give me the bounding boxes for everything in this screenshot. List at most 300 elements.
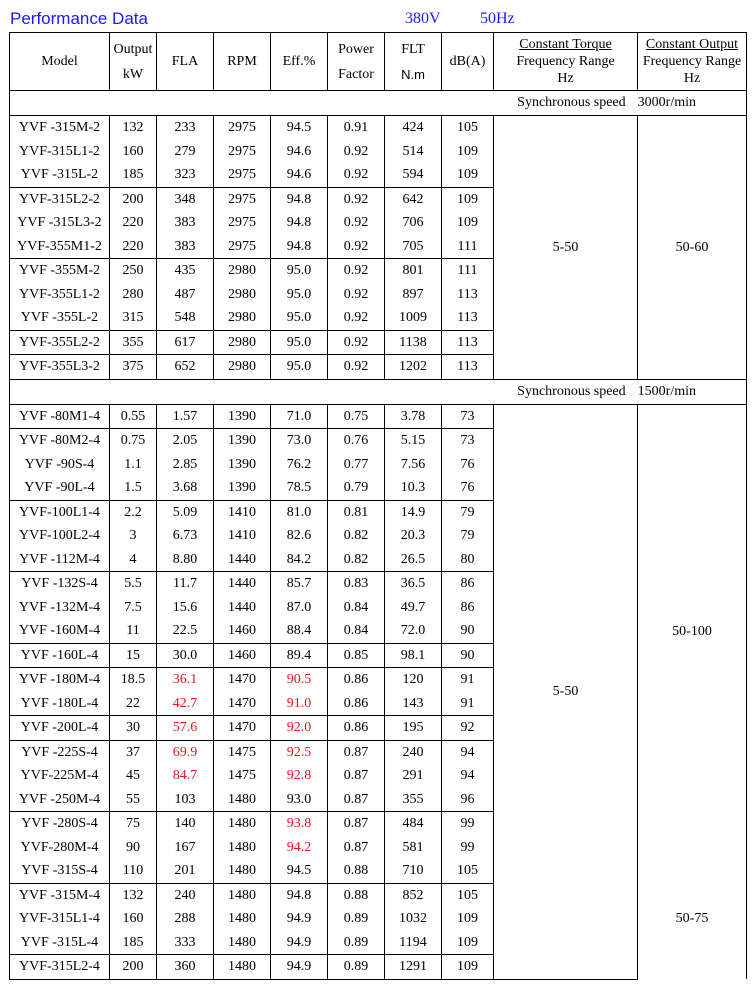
cell-pf: 0.92 <box>328 306 385 330</box>
cell-fla: 103 <box>157 788 214 812</box>
cell-rpm: 2975 <box>214 235 271 259</box>
cell-model: YVF -315M-2 <box>10 116 110 140</box>
cell-fla: 57.6 <box>157 716 214 741</box>
cell-pf: 0.91 <box>328 116 385 140</box>
header-row <box>10 33 747 91</box>
cell-flt: 1194 <box>385 931 442 955</box>
cell-pf: 0.81 <box>328 500 385 524</box>
cell-model: YVF -90S-4 <box>10 453 110 477</box>
cell-eff: 90.5 <box>271 668 328 692</box>
cell-flt: 801 <box>385 259 442 283</box>
cell-rpm: 1480 <box>214 859 271 883</box>
cell-eff: 71.0 <box>271 404 328 429</box>
cell-model: YVF-315L2-2 <box>10 187 110 211</box>
cell-db: 76 <box>442 476 494 500</box>
cell-kw: 37 <box>110 740 157 764</box>
cell-fla: 2.85 <box>157 453 214 477</box>
cell-pf: 0.87 <box>328 836 385 860</box>
cell-pf: 0.82 <box>328 524 385 548</box>
cell-rpm: 1480 <box>214 907 271 931</box>
cell-eff: 94.2 <box>271 836 328 860</box>
cell-eff: 94.8 <box>271 187 328 211</box>
cell-model: YVF -225S-4 <box>10 740 110 764</box>
cell-fla: 233 <box>157 116 214 140</box>
constant-output-range: 50-100 <box>638 404 747 859</box>
cell-kw: 30 <box>110 716 157 741</box>
cell-eff: 91.0 <box>271 692 328 716</box>
frequency-label: 50Hz <box>480 10 515 27</box>
cell-pf: 0.86 <box>328 668 385 692</box>
cell-rpm: 2975 <box>214 140 271 164</box>
cell-model: YVF-355L1-2 <box>10 283 110 307</box>
cell-fla: 11.7 <box>157 572 214 596</box>
cell-flt: 5.15 <box>385 429 442 453</box>
cell-model: YVF-225M-4 <box>10 764 110 788</box>
cell-pf: 0.92 <box>328 187 385 211</box>
cell-fla: 36.1 <box>157 668 214 692</box>
cell-eff: 93.8 <box>271 812 328 836</box>
cell-kw: 200 <box>110 187 157 211</box>
cell-eff: 94.9 <box>271 931 328 955</box>
cell-kw: 7.5 <box>110 596 157 620</box>
cell-kw: 0.55 <box>110 404 157 429</box>
cell-fla: 30.0 <box>157 643 214 668</box>
cell-rpm: 1440 <box>214 596 271 620</box>
cell-model: YVF-100L2-4 <box>10 524 110 548</box>
cell-model: YVF -132S-4 <box>10 572 110 596</box>
cell-kw: 250 <box>110 259 157 283</box>
cell-flt: 514 <box>385 140 442 164</box>
constant-output-range: 50-60 <box>638 116 747 380</box>
cell-rpm: 2980 <box>214 259 271 283</box>
cell-eff: 73.0 <box>271 429 328 453</box>
cell-model: YVF-355M1-2 <box>10 235 110 259</box>
col-flt: FLT N.m <box>385 33 442 91</box>
cell-rpm: 1475 <box>214 764 271 788</box>
cell-db: 111 <box>442 235 494 259</box>
cell-pf: 0.89 <box>328 907 385 931</box>
section-header <box>10 91 747 116</box>
cell-pf: 0.92 <box>328 140 385 164</box>
cell-fla: 383 <box>157 235 214 259</box>
cell-model: YVF-315L1-4 <box>10 907 110 931</box>
cell-pf: 0.88 <box>328 883 385 907</box>
cell-model: YVF -280S-4 <box>10 812 110 836</box>
constant-torque-range: 5-50 <box>494 116 638 380</box>
cell-db: 73 <box>442 404 494 429</box>
cell-fla: 548 <box>157 306 214 330</box>
cell-pf: 0.75 <box>328 404 385 429</box>
cell-fla: 15.6 <box>157 596 214 620</box>
cell-fla: 652 <box>157 355 214 380</box>
cell-rpm: 2980 <box>214 355 271 380</box>
cell-eff: 81.0 <box>271 500 328 524</box>
cell-fla: 3.68 <box>157 476 214 500</box>
cell-model: YVF-280M-4 <box>10 836 110 860</box>
cell-pf: 0.87 <box>328 788 385 812</box>
cell-flt: 143 <box>385 692 442 716</box>
cell-eff: 87.0 <box>271 596 328 620</box>
cell-model: YVF -160M-4 <box>10 619 110 643</box>
col-fla: FLA <box>157 33 214 91</box>
cell-db: 113 <box>442 306 494 330</box>
page-title: Performance Data <box>10 9 148 28</box>
cell-pf: 0.92 <box>328 355 385 380</box>
cell-pf: 0.92 <box>328 259 385 283</box>
cell-eff: 76.2 <box>271 453 328 477</box>
cell-eff: 95.0 <box>271 330 328 355</box>
cell-model: YVF -200L-4 <box>10 716 110 741</box>
cell-rpm: 1475 <box>214 740 271 764</box>
cell-fla: 84.7 <box>157 764 214 788</box>
cell-kw: 185 <box>110 931 157 955</box>
cell-pf: 0.84 <box>328 596 385 620</box>
cell-rpm: 1480 <box>214 955 271 980</box>
cell-pf: 0.83 <box>328 572 385 596</box>
cell-kw: 1.5 <box>110 476 157 500</box>
col-constant-torque: Constant Torque Frequency Range Hz <box>494 33 638 91</box>
cell-eff: 92.0 <box>271 716 328 741</box>
cell-eff: 94.9 <box>271 955 328 980</box>
cell-flt: 355 <box>385 788 442 812</box>
cell-eff: 84.2 <box>271 548 328 572</box>
cell-eff: 94.5 <box>271 859 328 883</box>
cell-kw: 75 <box>110 812 157 836</box>
cell-rpm: 1390 <box>214 404 271 429</box>
cell-pf: 0.85 <box>328 643 385 668</box>
cell-flt: 1202 <box>385 355 442 380</box>
cell-eff: 78.5 <box>271 476 328 500</box>
cell-pf: 0.79 <box>328 476 385 500</box>
cell-kw: 2.2 <box>110 500 157 524</box>
cell-pf: 0.92 <box>328 163 385 187</box>
cell-kw: 315 <box>110 306 157 330</box>
cell-eff: 92.8 <box>271 764 328 788</box>
cell-fla: 2.05 <box>157 429 214 453</box>
cell-eff: 95.0 <box>271 259 328 283</box>
cell-kw: 45 <box>110 764 157 788</box>
cell-pf: 0.82 <box>328 548 385 572</box>
cell-kw: 185 <box>110 163 157 187</box>
cell-rpm: 1390 <box>214 453 271 477</box>
cell-db: 76 <box>442 453 494 477</box>
cell-model: YVF-315L1-2 <box>10 140 110 164</box>
cell-rpm: 2980 <box>214 306 271 330</box>
cell-rpm: 2980 <box>214 330 271 355</box>
cell-db: 80 <box>442 548 494 572</box>
col-constant-output: Constant Output Frequency Range Hz <box>638 33 747 91</box>
cell-model: YVF-355L2-2 <box>10 330 110 355</box>
cell-db: 113 <box>442 330 494 355</box>
cell-eff: 94.6 <box>271 163 328 187</box>
cell-pf: 0.92 <box>328 283 385 307</box>
cell-eff: 88.4 <box>271 619 328 643</box>
cell-rpm: 2975 <box>214 116 271 140</box>
cell-flt: 26.5 <box>385 548 442 572</box>
cell-pf: 0.87 <box>328 764 385 788</box>
col-eff: Eff.% <box>271 33 328 91</box>
cell-flt: 1032 <box>385 907 442 931</box>
cell-db: 109 <box>442 907 494 931</box>
cell-db: 99 <box>442 812 494 836</box>
cell-rpm: 1470 <box>214 692 271 716</box>
cell-flt: 1138 <box>385 330 442 355</box>
cell-eff: 85.7 <box>271 572 328 596</box>
cell-fla: 288 <box>157 907 214 931</box>
cell-rpm: 2980 <box>214 283 271 307</box>
cell-eff: 95.0 <box>271 283 328 307</box>
cell-model: YVF -355L-2 <box>10 306 110 330</box>
cell-fla: 617 <box>157 330 214 355</box>
cell-flt: 1009 <box>385 306 442 330</box>
cell-db: 113 <box>442 283 494 307</box>
cell-fla: 5.09 <box>157 500 214 524</box>
cell-eff: 92.5 <box>271 740 328 764</box>
cell-fla: 140 <box>157 812 214 836</box>
cell-pf: 0.92 <box>328 235 385 259</box>
cell-model: YVF -90L-4 <box>10 476 110 500</box>
cell-db: 73 <box>442 429 494 453</box>
cell-db: 94 <box>442 764 494 788</box>
cell-flt: 710 <box>385 859 442 883</box>
cell-kw: 160 <box>110 907 157 931</box>
cell-pf: 0.89 <box>328 931 385 955</box>
cell-model: YVF -315L-2 <box>10 163 110 187</box>
cell-pf: 0.88 <box>328 859 385 883</box>
cell-rpm: 1440 <box>214 548 271 572</box>
cell-rpm: 2975 <box>214 163 271 187</box>
cell-model: YVF -80M2-4 <box>10 429 110 453</box>
cell-kw: 355 <box>110 330 157 355</box>
cell-db: 109 <box>442 140 494 164</box>
cell-fla: 6.73 <box>157 524 214 548</box>
cell-rpm: 1470 <box>214 668 271 692</box>
cell-fla: 8.80 <box>157 548 214 572</box>
cell-model: YVF -180M-4 <box>10 668 110 692</box>
cell-pf: 0.76 <box>328 429 385 453</box>
cell-pf: 0.86 <box>328 692 385 716</box>
cell-kw: 11 <box>110 619 157 643</box>
cell-eff: 93.0 <box>271 788 328 812</box>
voltage-label: 380V <box>405 10 441 27</box>
cell-db: 86 <box>442 596 494 620</box>
table-row <box>10 404 747 429</box>
cell-rpm: 1480 <box>214 788 271 812</box>
cell-flt: 581 <box>385 836 442 860</box>
cell-rpm: 1390 <box>214 429 271 453</box>
cell-model: YVF -315S-4 <box>10 859 110 883</box>
cell-flt: 98.1 <box>385 643 442 668</box>
cell-flt: 10.3 <box>385 476 442 500</box>
cell-kw: 132 <box>110 883 157 907</box>
cell-db: 111 <box>442 259 494 283</box>
cell-fla: 201 <box>157 859 214 883</box>
constant-output-range: 50-75 <box>638 859 747 979</box>
cell-kw: 1.1 <box>110 453 157 477</box>
cell-eff: 94.5 <box>271 116 328 140</box>
cell-eff: 94.6 <box>271 140 328 164</box>
cell-kw: 4 <box>110 548 157 572</box>
cell-flt: 424 <box>385 116 442 140</box>
cell-eff: 94.8 <box>271 883 328 907</box>
cell-model: YVF-315L2-4 <box>10 955 110 980</box>
cell-model: YVF -355M-2 <box>10 259 110 283</box>
cell-eff: 94.8 <box>271 211 328 235</box>
cell-pf: 0.89 <box>328 955 385 980</box>
cell-db: 109 <box>442 931 494 955</box>
cell-model: YVF -132M-4 <box>10 596 110 620</box>
cell-flt: 897 <box>385 283 442 307</box>
cell-flt: 49.7 <box>385 596 442 620</box>
cell-kw: 0.75 <box>110 429 157 453</box>
synchronous-speed-label: Synchronous speed 1500r/min <box>10 379 747 404</box>
performance-table <box>9 32 747 980</box>
cell-flt: 706 <box>385 211 442 235</box>
table-row <box>10 116 747 140</box>
cell-kw: 90 <box>110 836 157 860</box>
cell-kw: 55 <box>110 788 157 812</box>
cell-rpm: 1460 <box>214 619 271 643</box>
cell-pf: 0.86 <box>328 716 385 741</box>
cell-flt: 195 <box>385 716 442 741</box>
cell-kw: 200 <box>110 955 157 980</box>
cell-db: 105 <box>442 116 494 140</box>
cell-db: 109 <box>442 163 494 187</box>
cell-rpm: 2975 <box>214 187 271 211</box>
cell-flt: 484 <box>385 812 442 836</box>
cell-fla: 348 <box>157 187 214 211</box>
col-output: Output kW <box>110 33 157 91</box>
constant-torque-range: 5-50 <box>494 404 638 979</box>
cell-flt: 14.9 <box>385 500 442 524</box>
cell-flt: 291 <box>385 764 442 788</box>
cell-eff: 82.6 <box>271 524 328 548</box>
cell-eff: 95.0 <box>271 355 328 380</box>
cell-kw: 280 <box>110 283 157 307</box>
cell-fla: 333 <box>157 931 214 955</box>
cell-kw: 22 <box>110 692 157 716</box>
cell-kw: 18.5 <box>110 668 157 692</box>
cell-model: YVF -315L-4 <box>10 931 110 955</box>
cell-rpm: 1480 <box>214 836 271 860</box>
cell-flt: 642 <box>385 187 442 211</box>
cell-rpm: 1390 <box>214 476 271 500</box>
cell-db: 86 <box>442 572 494 596</box>
cell-db: 96 <box>442 788 494 812</box>
cell-pf: 0.84 <box>328 619 385 643</box>
cell-kw: 220 <box>110 211 157 235</box>
cell-eff: 94.8 <box>271 235 328 259</box>
cell-kw: 15 <box>110 643 157 668</box>
cell-db: 109 <box>442 211 494 235</box>
cell-flt: 72.0 <box>385 619 442 643</box>
cell-db: 90 <box>442 619 494 643</box>
cell-db: 94 <box>442 740 494 764</box>
cell-fla: 22.5 <box>157 619 214 643</box>
cell-kw: 132 <box>110 116 157 140</box>
cell-eff: 95.0 <box>271 306 328 330</box>
cell-kw: 375 <box>110 355 157 380</box>
cell-flt: 120 <box>385 668 442 692</box>
cell-rpm: 2975 <box>214 211 271 235</box>
cell-flt: 20.3 <box>385 524 442 548</box>
col-db: dB(A) <box>442 33 494 91</box>
cell-eff: 94.9 <box>271 907 328 931</box>
cell-db: 99 <box>442 836 494 860</box>
cell-eff: 89.4 <box>271 643 328 668</box>
cell-kw: 220 <box>110 235 157 259</box>
cell-rpm: 1480 <box>214 883 271 907</box>
cell-rpm: 1480 <box>214 812 271 836</box>
cell-pf: 0.92 <box>328 330 385 355</box>
cell-db: 90 <box>442 643 494 668</box>
cell-fla: 383 <box>157 211 214 235</box>
cell-db: 79 <box>442 500 494 524</box>
cell-fla: 42.7 <box>157 692 214 716</box>
cell-rpm: 1470 <box>214 716 271 741</box>
synchronous-speed-label: Synchronous speed 3000r/min <box>10 91 747 116</box>
cell-kw: 5.5 <box>110 572 157 596</box>
cell-fla: 323 <box>157 163 214 187</box>
cell-flt: 852 <box>385 883 442 907</box>
cell-db: 79 <box>442 524 494 548</box>
cell-db: 92 <box>442 716 494 741</box>
cell-pf: 0.77 <box>328 453 385 477</box>
cell-fla: 360 <box>157 955 214 980</box>
cell-flt: 594 <box>385 163 442 187</box>
cell-model: YVF-100L1-4 <box>10 500 110 524</box>
cell-fla: 487 <box>157 283 214 307</box>
cell-db: 105 <box>442 859 494 883</box>
cell-db: 105 <box>442 883 494 907</box>
cell-model: YVF -80M1-4 <box>10 404 110 429</box>
cell-model: YVF -180L-4 <box>10 692 110 716</box>
cell-fla: 279 <box>157 140 214 164</box>
cell-rpm: 1460 <box>214 643 271 668</box>
cell-flt: 705 <box>385 235 442 259</box>
cell-model: YVF -160L-4 <box>10 643 110 668</box>
col-power-factor: Power Factor <box>328 33 385 91</box>
section-header <box>10 379 747 404</box>
col-rpm: RPM <box>214 33 271 91</box>
cell-db: 91 <box>442 692 494 716</box>
cell-kw: 110 <box>110 859 157 883</box>
col-model: Model <box>10 33 110 91</box>
cell-rpm: 1440 <box>214 572 271 596</box>
cell-db: 91 <box>442 668 494 692</box>
cell-kw: 3 <box>110 524 157 548</box>
cell-flt: 1291 <box>385 955 442 980</box>
cell-fla: 1.57 <box>157 404 214 429</box>
cell-rpm: 1410 <box>214 524 271 548</box>
cell-db: 109 <box>442 955 494 980</box>
cell-flt: 36.5 <box>385 572 442 596</box>
cell-pf: 0.87 <box>328 812 385 836</box>
cell-fla: 435 <box>157 259 214 283</box>
cell-fla: 240 <box>157 883 214 907</box>
cell-flt: 7.56 <box>385 453 442 477</box>
cell-model: YVF -315M-4 <box>10 883 110 907</box>
cell-flt: 240 <box>385 740 442 764</box>
cell-pf: 0.92 <box>328 211 385 235</box>
cell-model: YVF -315L3-2 <box>10 211 110 235</box>
cell-kw: 160 <box>110 140 157 164</box>
cell-model: YVF -112M-4 <box>10 548 110 572</box>
cell-db: 113 <box>442 355 494 380</box>
cell-fla: 69.9 <box>157 740 214 764</box>
cell-pf: 0.87 <box>328 740 385 764</box>
cell-rpm: 1480 <box>214 931 271 955</box>
